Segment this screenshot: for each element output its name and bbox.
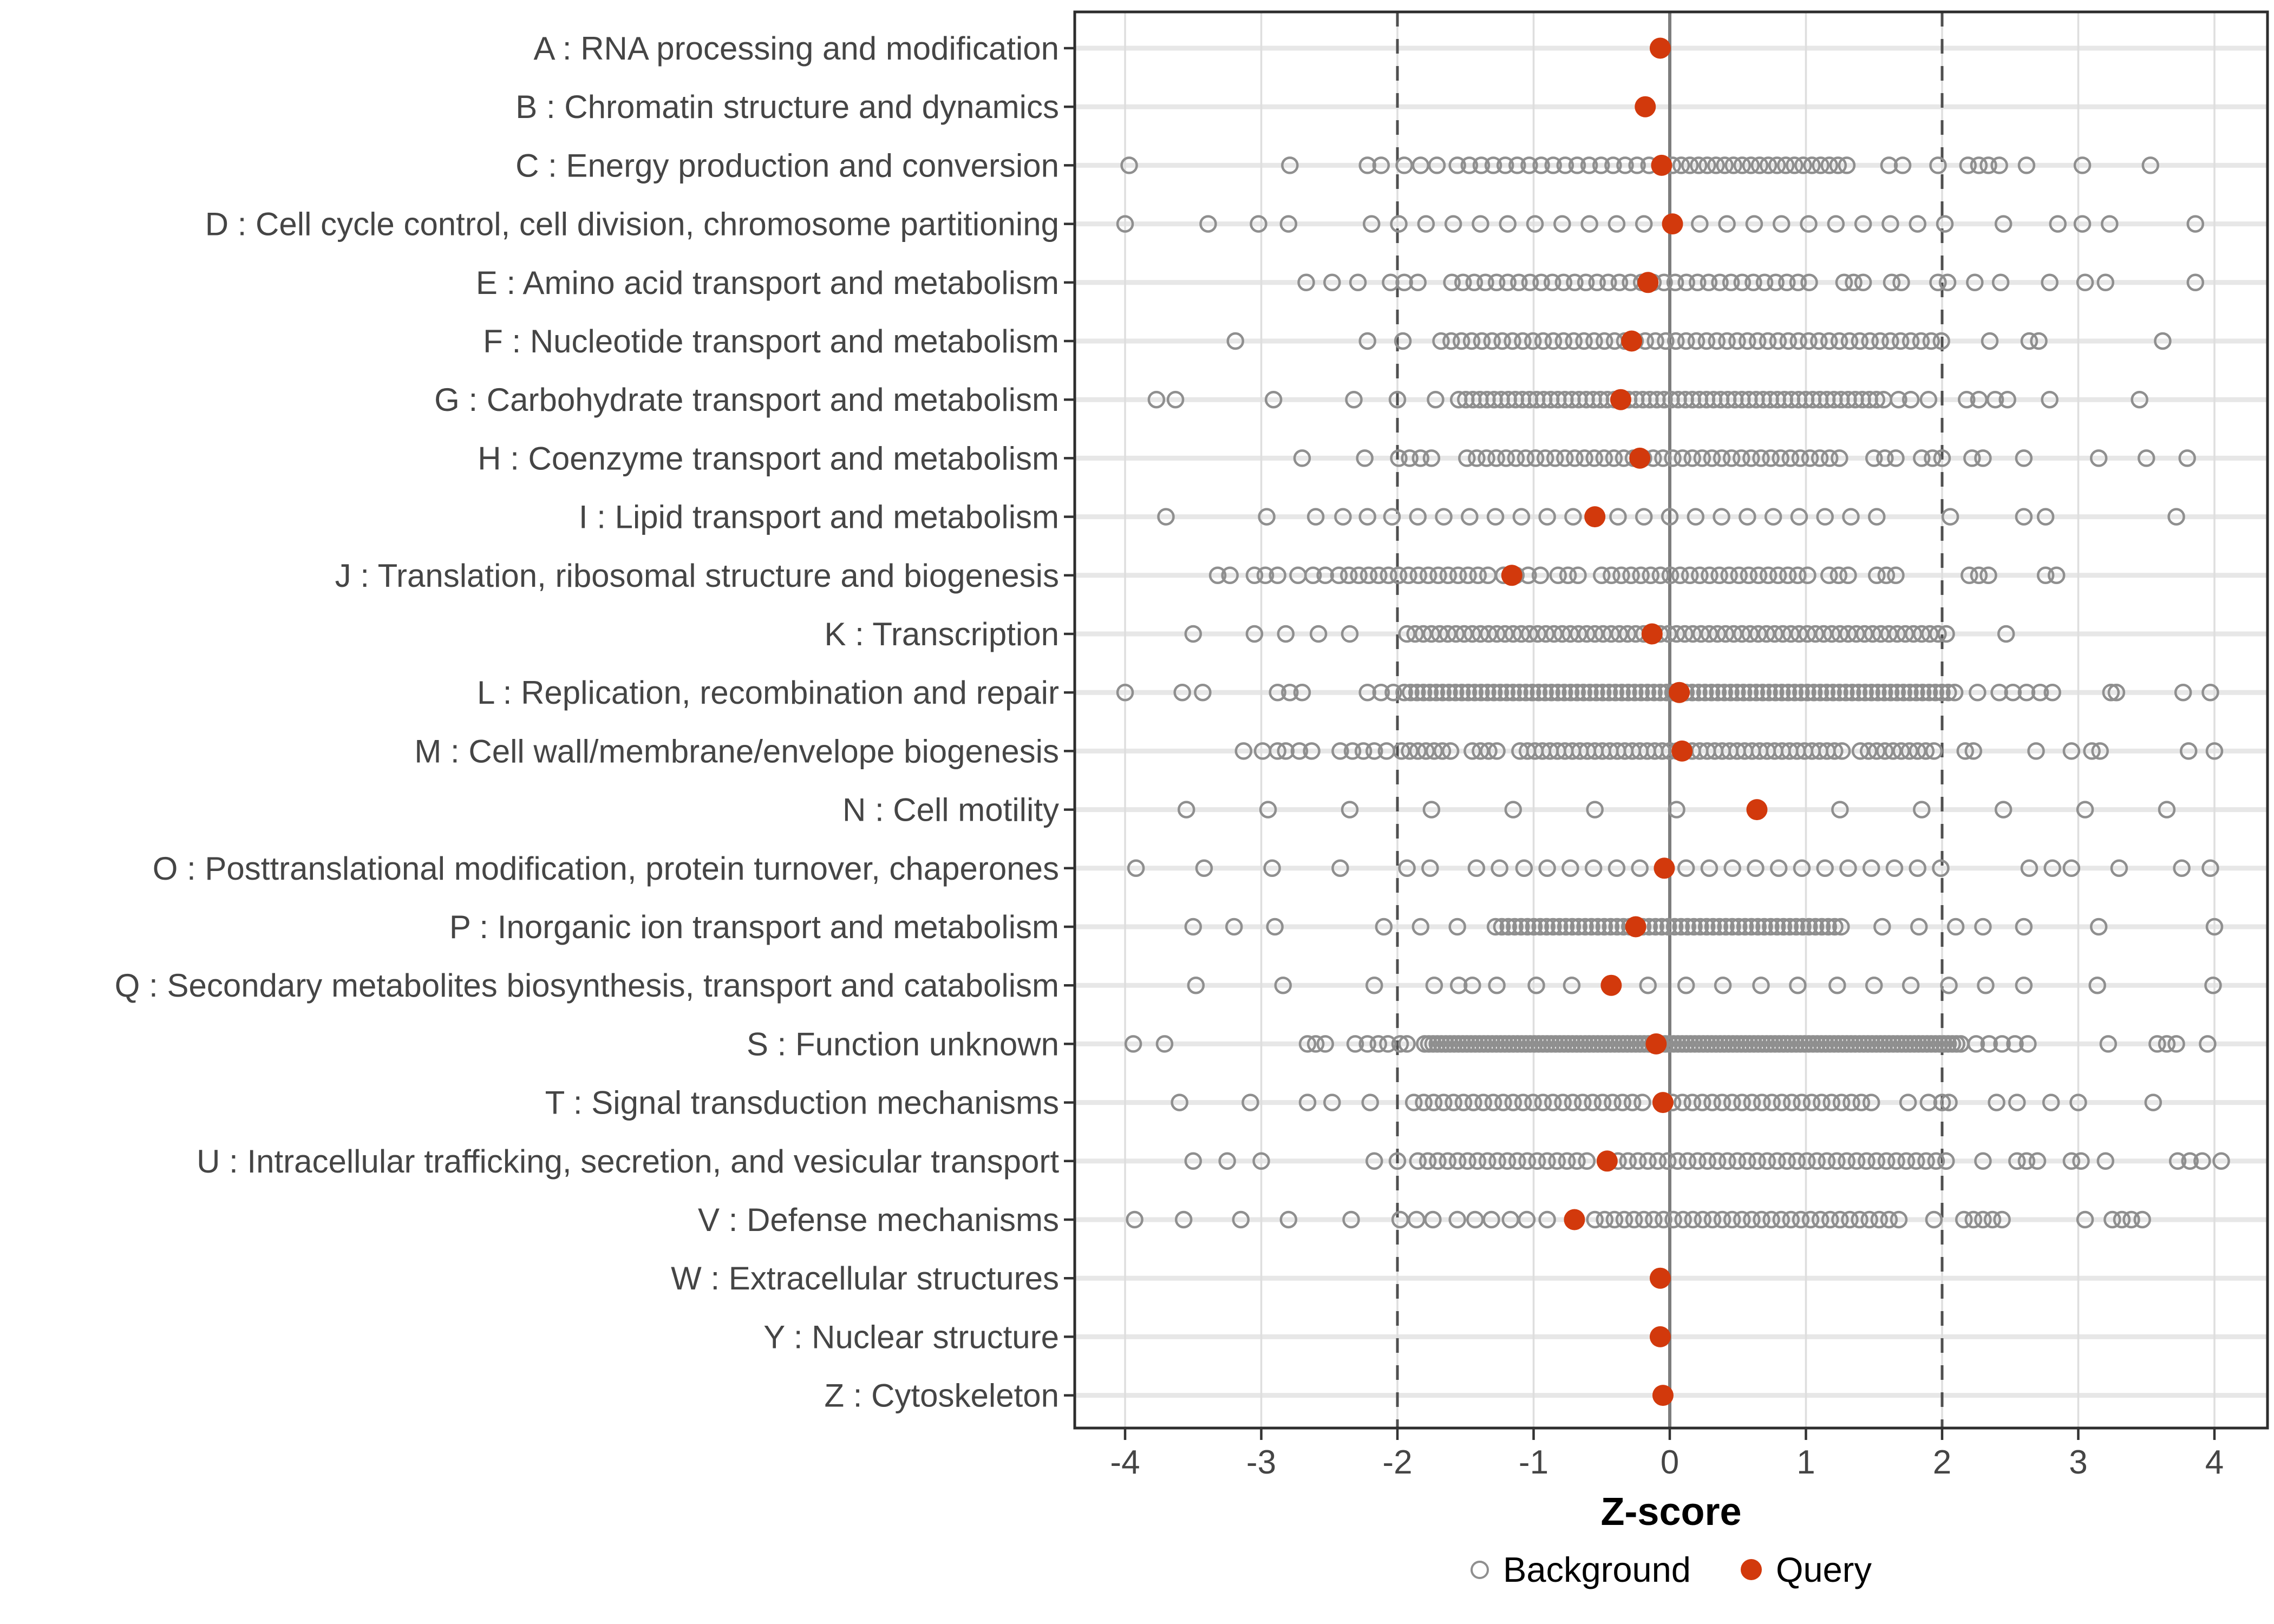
- category-label-I: I : Lipid transport and metabolism: [578, 499, 1059, 535]
- x-axis-title: Z-score: [1600, 1490, 1742, 1534]
- query-point: [1651, 155, 1672, 176]
- category-label-J: J : Translation, ribosomal structure and biogenesis: [335, 557, 1059, 594]
- query-legend-icon: [1741, 1559, 1762, 1580]
- category-label-D: D : Cell cycle control, cell division, chromosome partitioning: [205, 206, 1059, 243]
- query-point: [1654, 857, 1675, 879]
- query-point: [1584, 506, 1605, 527]
- query-point: [1621, 331, 1642, 352]
- data-points: [1118, 38, 2229, 1406]
- category-label-N: N : Cell motility: [842, 791, 1059, 828]
- query-point: [1652, 1385, 1674, 1406]
- query-point: [1650, 38, 1671, 59]
- category-label-W: W : Extracellular structures: [671, 1260, 1059, 1297]
- query-point: [1564, 1209, 1585, 1230]
- query-point: [1600, 975, 1622, 996]
- legend-label-background: Background: [1503, 1550, 1691, 1589]
- query-point: [1610, 389, 1631, 410]
- category-label-V: V : Defense mechanisms: [698, 1202, 1059, 1238]
- x-tick-label: 4: [2205, 1444, 2224, 1481]
- category-label-Y: Y : Nuclear structure: [763, 1319, 1059, 1355]
- x-tick-label: 3: [2069, 1444, 2088, 1481]
- category-label-K: K : Transcription: [824, 616, 1059, 652]
- query-point: [1645, 1033, 1667, 1055]
- x-tick-label: -1: [1518, 1444, 1549, 1481]
- legend: [1075, 1549, 2268, 1590]
- query-point: [1629, 448, 1650, 469]
- query-point: [1662, 213, 1683, 234]
- x-tick-label: -3: [1246, 1444, 1277, 1481]
- x-tick-label: 0: [1660, 1444, 1680, 1481]
- query-point: [1635, 96, 1656, 117]
- query-point: [1650, 1268, 1671, 1289]
- category-label-H: H : Coenzyme transport and metabolism: [478, 440, 1059, 477]
- category-label-F: F : Nucleotide transport and metabolism: [483, 323, 1059, 359]
- query-point: [1597, 1150, 1618, 1171]
- query-point: [1652, 1092, 1674, 1113]
- category-label-Z: Z : Cytoskeleton: [824, 1377, 1059, 1414]
- query-point: [1642, 624, 1663, 645]
- category-label-B: B : Chromatin structure and dynamics: [515, 89, 1059, 126]
- query-point: [1746, 799, 1767, 820]
- category-label-C: C : Energy production and conversion: [515, 147, 1059, 184]
- category-label-P: P : Inorganic ion transport and metabolism: [449, 909, 1059, 945]
- query-point: [1501, 565, 1522, 586]
- legend-label-query: Query: [1775, 1550, 1872, 1589]
- category-label-E: E : Amino acid transport and metabolism: [475, 264, 1059, 301]
- query-point: [1671, 741, 1693, 762]
- x-tick-label: 2: [1932, 1444, 1952, 1481]
- category-label-G: G : Carbohydrate transport and metabolism: [434, 382, 1059, 418]
- background-legend-icon: [1471, 1561, 1489, 1579]
- x-tick-label: -4: [1110, 1444, 1140, 1481]
- category-label-T: T : Signal transduction mechanisms: [545, 1084, 1059, 1121]
- query-point: [1669, 682, 1690, 703]
- x-tick-label: 1: [1796, 1444, 1815, 1481]
- category-label-L: L : Replication, recombination and repair: [476, 675, 1059, 711]
- x-tick-label: -2: [1382, 1444, 1413, 1481]
- query-point: [1625, 916, 1646, 938]
- category-label-M: M : Cell wall/membrane/envelope biogenesis: [414, 733, 1059, 770]
- category-label-Q: Q : Secondary metabolites biosynthesis, transport and catabolism: [114, 967, 1059, 1004]
- category-label-O: O : Posttranslational modification, protein turnover, chaperones: [152, 850, 1059, 887]
- category-label-A: A : RNA processing and modification: [533, 30, 1059, 67]
- query-point: [1650, 1326, 1671, 1347]
- category-label-U: U : Intracellular trafficking, secretion, and vesicular transport: [197, 1143, 1059, 1180]
- category-label-S: S : Function unknown: [746, 1026, 1059, 1063]
- query-point: [1637, 272, 1658, 293]
